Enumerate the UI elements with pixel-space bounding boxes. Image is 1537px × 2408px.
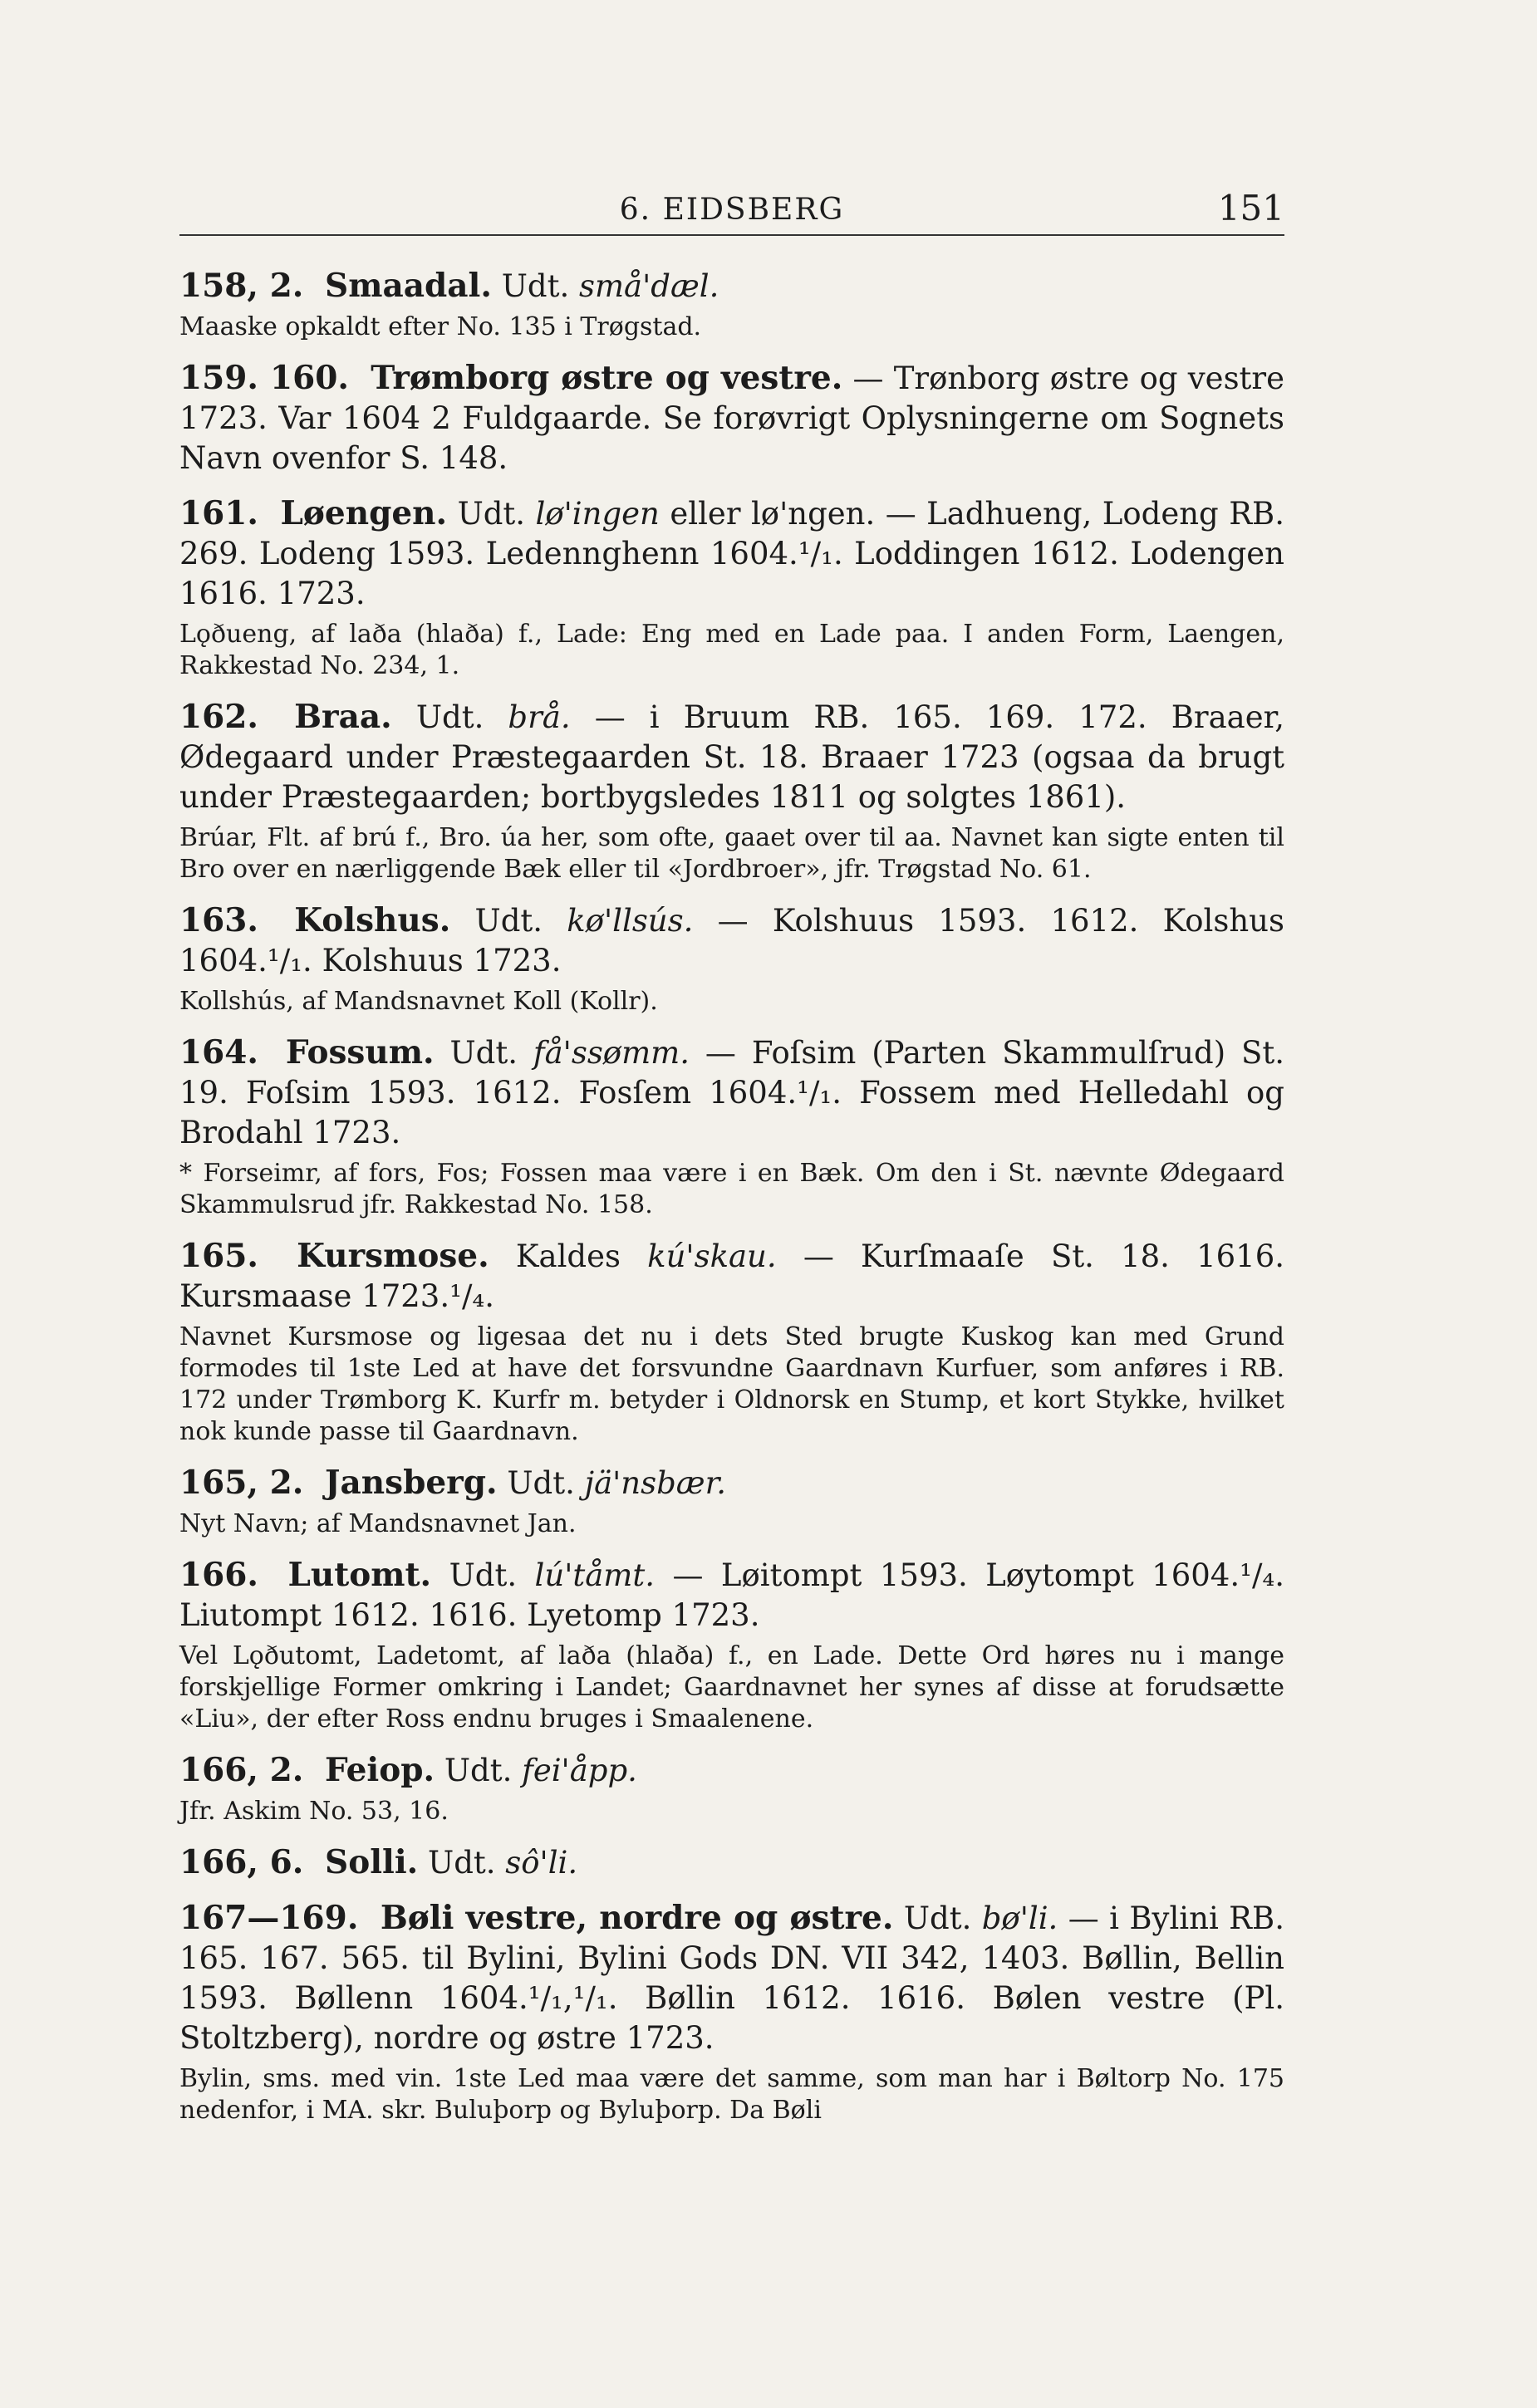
pron-label: Udt. [903, 1900, 972, 1936]
pronunciation: brå. [508, 699, 571, 735]
entry-164 [179, 1032, 1284, 1221]
entry-text: — i Bylini RB. 165. 167. 565. til Bylini, Bylini Gods DN. VII 342, 1403. Bøllin, Bellin 1593. Bøllenn 1604.¹/₁,¹/₁. Bøllin 1612. 1616. Bølen vestre (Pl. Stoltzberg), nordre og østre 1723. [179, 1900, 1284, 2056]
pron-label: Udt. [507, 1465, 575, 1501]
pronunciation: kú'skau. [647, 1238, 777, 1274]
entry-main [179, 1463, 1284, 1503]
entry-163 [179, 900, 1284, 1018]
pron-label: Udt. [449, 1557, 518, 1593]
pron-label: Udt. [415, 699, 484, 735]
entry-number: 163. [179, 901, 258, 939]
entry-number: 166, 2. [179, 1751, 304, 1789]
entry-heading: Kolshus. [294, 901, 451, 939]
entry-heading: Løengen. [280, 494, 448, 532]
entry-note: * Forseimr, af fors, Fos; Fossen maa være i en Bæk. Om den i St. nævnte Ødegaard Skammulsrud jfr. Rakkestad No. 158. [179, 1159, 1284, 1219]
entry-note: Brúar, Flt. af brú f., Bro. úa her, som ofte, gaaet over til aa. Navnet kan sigte enten til Bro over en nærliggende Bæk eller til «Jordbroer», jfr. Trøgstad No. 61. [179, 823, 1284, 884]
entry-note: Kollshús, af Mandsnavnet Koll (Kollr). [179, 987, 658, 1016]
entry-166-6 [179, 1842, 1284, 1883]
entry-main [179, 1750, 1284, 1791]
entry-note: Bylin, sms. med vin. 1ste Led maa være det samme, som man har i Bøltorp No. 175 nedenfor, i MA. skr. Buluþorp og Byluþorp. Da Bøli [179, 2064, 1284, 2125]
entry-main [179, 358, 1284, 478]
page-header [179, 184, 1284, 236]
entries-column [179, 266, 1284, 2141]
entry-number: 165, 2. [179, 1464, 304, 1502]
entry-165 [179, 1236, 1284, 1448]
entry-text: — Trønborg østre og vestre 1723. Var 1604 2 Fuldgaarde. Se forøvrigt Oplysningerne om Sognets Navn ovenfor S. 148. [179, 360, 1285, 476]
entry-note: Vel Lǫðutomt, Ladetomt, af laða (hlaða) f., en Lade. Dette Ord høres nu i mange forskjellige Former omkring i Landet; Gaardnavnet her synes af disse at forudsætte «Liu», der efter Ross endnu bruges i Smaalenene. [179, 1641, 1284, 1734]
entry-number: 161. [179, 494, 258, 532]
pron-label: Udt. [501, 268, 570, 304]
entry-heading: Smaadal. [325, 267, 492, 305]
entry-heading: Jansberg. [325, 1464, 498, 1502]
pronunciation: fei'åpp. [522, 1753, 637, 1788]
pron-label: Udt. [457, 496, 526, 532]
entry-heading: Trømborg østre og vestre. [371, 359, 843, 397]
entry-main [179, 266, 1284, 307]
entry-text: eller lø'ngen. — Ladhueng, Lodeng RB. 269. Lodeng 1593. Ledennghenn 1604.¹/₁. Loddingen 1612. Lodengen 1616. 1723. [179, 496, 1285, 611]
entry-heading: Feiop. [325, 1751, 435, 1789]
entry-165-2 [179, 1463, 1284, 1540]
pronunciation: jä'nsbær. [584, 1465, 726, 1501]
running-title: 6. EIDSBERG [619, 193, 845, 227]
entry-number: 165. [179, 1237, 258, 1275]
entry-166 [179, 1555, 1284, 1735]
entry-number: 164. [179, 1033, 258, 1072]
entry-heading: Fossum. [285, 1033, 435, 1072]
pron-label: Kaldes [515, 1238, 621, 1274]
entry-main [179, 1236, 1284, 1317]
entry-heading: Braa. [294, 698, 392, 736]
pronunciation: lú'tåmt. [534, 1557, 656, 1593]
pron-label: Udt. [474, 903, 543, 939]
entry-159-160 [179, 358, 1284, 478]
entry-note: Nyt Navn; af Mandsnavnet Jan. [179, 1509, 577, 1538]
entry-number: 162. [179, 698, 258, 736]
pronunciation: sô'li. [505, 1845, 578, 1881]
entry-number: 167—169. [179, 1899, 359, 1937]
pronunciation: bø'li. [981, 1900, 1058, 1936]
entry-158-2 [179, 266, 1284, 343]
pronunciation: få'ssømm. [533, 1035, 690, 1071]
entry-text: — Foſsim (Parten Skammulſrud) St. 19. Foſsim 1593. 1612. Fosſem 1604.¹/₁. Fossem med Helledahl og Brodahl 1723. [179, 1035, 1285, 1150]
entry-main [179, 900, 1284, 981]
entry-166-2 [179, 1750, 1284, 1827]
entry-text: — i Bruum RB. 165. 169. 172. Braaer, Ødegaard under Præstegaarden St. 18. Braaer 1723 (ogsaa da brugt under Præstegaarden; bortbygsledes 1811 og solgtes 1861). [179, 699, 1285, 815]
entry-note: Navnet Kursmose og ligesaa det nu i dets Sted brugte Kuskog kan med Grund formodes til 1ste Led at have det forsvundne Gaardnavn Kurfuer, som anføres i RB. 172 under Trømborg K. Kurfr m. betyder i Oldnorsk en Stump, et kort Stykke, hvilket nok kunde passe til Gaardnavn. [179, 1322, 1284, 1446]
entry-number: 158, 2. [179, 267, 304, 305]
pron-label: Udt. [444, 1753, 513, 1788]
entry-main [179, 697, 1284, 817]
entry-main [179, 493, 1284, 614]
entry-note: Maaske opkaldt efter No. 135 i Trøgstad. [179, 312, 702, 341]
pronunciation: lø'ingen [535, 496, 660, 532]
pronunciation: kø'llsús. [567, 903, 694, 939]
entry-167-169 [179, 1898, 1284, 2126]
pron-label: Udt. [449, 1035, 518, 1071]
entry-text: — Løitompt 1593. Løytompt 1604.¹/₄. Liutompt 1612. 1616. Lyetomp 1723. [179, 1557, 1284, 1633]
pron-label: Udt. [428, 1845, 496, 1881]
pronunciation: små'dæl. [578, 268, 719, 304]
entry-text: — Kolshuus 1593. 1612. Kolshus 1604.¹/₁. Kolshuus 1723. [179, 903, 1284, 978]
entry-number: 159. 160. [179, 359, 349, 397]
entry-main [179, 1555, 1284, 1636]
entry-note: Jfr. Askim No. 53, 16. [179, 1797, 449, 1826]
entry-161 [179, 493, 1284, 682]
entry-heading: Kursmose. [297, 1237, 489, 1275]
entry-main [179, 1032, 1284, 1153]
entry-text: — Kurſmaaſe St. 18. 1616. Kursmaase 1723.¹/₄. [179, 1238, 1285, 1314]
entry-heading: Solli. [325, 1843, 419, 1881]
entry-heading: Bøli vestre, nordre og østre. [380, 1899, 894, 1937]
entry-note: Lǫðueng, af laða (hlaða) f., Lade: Eng med en Lade paa. I anden Form, Laengen, Rakkestad No. 234, 1. [179, 620, 1284, 680]
entry-main [179, 1842, 1284, 1883]
entry-number: 166. [179, 1556, 258, 1594]
entry-heading: Lutomt. [287, 1556, 432, 1594]
entry-main [179, 1898, 1284, 2058]
page-number: 151 [1217, 188, 1284, 228]
entry-number: 166, 6. [179, 1843, 304, 1881]
entry-162 [179, 697, 1284, 885]
